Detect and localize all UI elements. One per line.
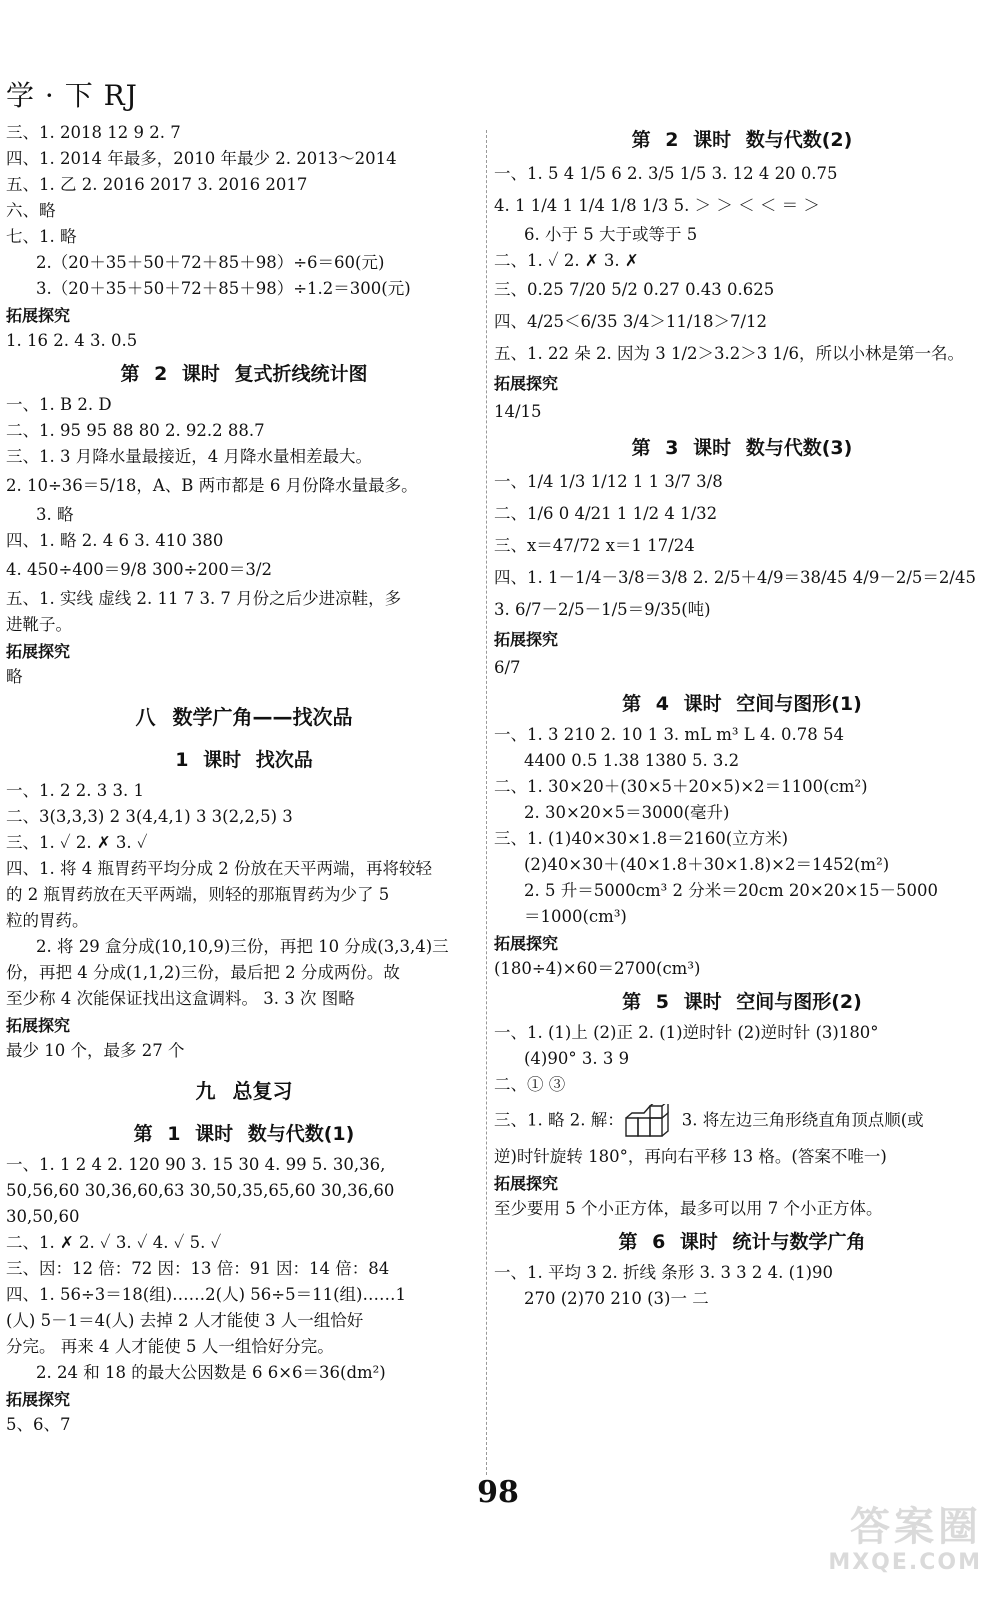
- column-divider: [486, 130, 487, 1475]
- answer-line: 5、6、7: [6, 1415, 71, 1434]
- answer-line: 一、1. (1)上 (2)正 2. (1)逆时针 (2)逆时针 (3)180°: [494, 1023, 879, 1042]
- lesson-title: 第 2 课时 复式折线统计图: [120, 363, 368, 385]
- answer-line: 4. 1 1/4 1 1/4 1/8 1/3 5. ＞ ＞ ＜ ＜ ＝ ＞: [494, 196, 820, 215]
- answer-line: (人) 5－1＝4(人) 去掉 2 人才能使 3 人一组恰好: [6, 1311, 364, 1330]
- answer-line: 略: [6, 667, 23, 686]
- answer-line: 进靴子。: [6, 615, 72, 634]
- lesson-title: 1 课时 找次品: [175, 749, 313, 771]
- cube-stack-icon: [624, 1104, 682, 1138]
- answer-line: 一、1. 平均 3 2. 折线 条形 3. 3 3 2 4. (1)90: [494, 1263, 834, 1282]
- watermark-top-text: 答案圈: [850, 1504, 982, 1550]
- left-column: [6, 120, 482, 1438]
- answer-line: 四、1. 将 4 瓶胃药平均分成 2 份放在天平两端，再将较轻: [6, 859, 432, 878]
- answer-line: 二、3(3,3,3) 2 3(4,4,1) 3 3(2,2,5) 3: [6, 807, 293, 826]
- answer-line: 6/7: [494, 658, 521, 677]
- answer-line: 至少称 4 次能保证找出这盒调料。 3. 3 次 图略: [6, 989, 355, 1008]
- answer-line: 三、1. ✓ 2. ✗ 3. ✓: [6, 833, 148, 852]
- answer-line: 4400 0.5 1.38 1380 5. 3.2: [524, 751, 740, 770]
- section-label: 拓展探究: [494, 630, 559, 649]
- answer-line: 五、1. 22 朵 2. 因为 3 1/2＞3.2＞3 1/6，所以小林是第一名。: [494, 344, 965, 363]
- answer-line: (2)40×30＋(40×1.8＋30×1.8)×2＝1452(m²): [524, 855, 890, 874]
- lesson-title: 第 1 课时 数与代数(1): [133, 1123, 355, 1145]
- answer-line: 一、1. 5 4 1/5 6 2. 3/5 1/5 3. 12 4 20 0.75: [494, 164, 838, 183]
- answer-line: 270 (2)70 210 (3)一 二: [524, 1289, 709, 1308]
- answer-line: 四、1. 略 2. 4 6 3. 410 380: [6, 531, 224, 550]
- answer-line: (4)90° 3. 3 9: [524, 1049, 630, 1068]
- answer-line: 一、1. 3 210 2. 10 1 3. mL m³ L 4. 0.78 54: [494, 725, 844, 744]
- answer-line: 二、① ③: [494, 1075, 566, 1094]
- answer-line: (180÷4)×60＝2700(cm³): [494, 959, 701, 978]
- chapter-title: 九 总复习: [195, 1079, 293, 1103]
- answer-line: 3. 6/7－2/5－1/5＝9/35(吨): [494, 600, 711, 619]
- lesson-title: 第 4 课时 空间与图形(1): [622, 693, 862, 715]
- answer-line: 一、1. B 2. D: [6, 395, 112, 414]
- lesson-title: 第 6 课时 统计与数学广角: [618, 1231, 866, 1253]
- answer-line: 至少要用 5 个小正方体，最多可以用 7 个小正方体。: [494, 1199, 883, 1218]
- page-number: 98: [477, 1475, 519, 1510]
- answer-line: 4. 450÷400＝9/8 300÷200＝3/2: [6, 560, 272, 579]
- answer-line: 三、x＝47/72 x＝1 17/24: [494, 536, 695, 555]
- answer-line: 的 2 瓶胃药放在天平两端，则轻的那瓶胃药为少了 5: [6, 885, 390, 904]
- answer-text: 3. 将左边三角形绕直角顶点顺(或: [681, 1110, 924, 1130]
- answer-line: 四、1. 2014 年最多，2010 年最少 2. 2013～2014: [6, 149, 397, 168]
- answer-line: 14/15: [494, 402, 542, 421]
- answer-line: 一、1. 1 2 4 2. 120 90 3. 15 30 4. 99 5. 30,36,: [6, 1155, 386, 1174]
- right-column: [494, 120, 990, 1312]
- section-label: 拓展探究: [494, 934, 559, 953]
- answer-line: 2. 将 29 盒分成(10,10,9)三份，再把 10 分成(3,3,4)三: [36, 937, 449, 956]
- watermark-logo: [782, 1504, 982, 1586]
- answer-line: 30,50,60: [6, 1207, 80, 1226]
- section-label: 拓展探究: [6, 306, 71, 325]
- section-label: 拓展探究: [6, 1390, 71, 1409]
- answer-line: 三、1. 2018 12 9 2. 7: [6, 123, 181, 142]
- answer-line: 分完。 再来 4 人才能使 5 人一组恰好分完。: [6, 1337, 334, 1356]
- answer-line: 二、1. 30×20＋(30×5＋20×5)×2＝1100(cm²): [494, 777, 868, 796]
- watermark-bottom-text: MXQE.COM: [828, 1550, 982, 1575]
- answer-line: 2. 10÷36＝5/18，A、B 两市都是 6 月份降水量最多。: [6, 476, 418, 495]
- lesson-title: 第 3 课时 数与代数(3): [631, 437, 853, 459]
- answer-line: 一、1. 2 2. 3 3. 1: [6, 781, 144, 800]
- section-label: 拓展探究: [494, 374, 559, 393]
- answer-line: 四、4/25＜6/35 3/4＞11/18＞7/12: [494, 312, 768, 331]
- answer-line: 2. 24 和 18 的最大公因数是 6 6×6＝36(dm²): [36, 1363, 386, 1382]
- answer-line: 2. 30×20×5＝3000(毫升): [524, 803, 730, 822]
- answer-line: 二、1. ✗ 2. ✓ 3. ✓ 4. ✓ 5. ✓: [6, 1233, 222, 1252]
- answer-line: 份，再把 4 分成(1,1,2)三份，最后把 2 分成两份。故: [6, 963, 400, 982]
- answer-line: 逆)时针旋转 180°，再向右平移 13 格。(答案不唯一): [494, 1147, 887, 1166]
- section-label: 拓展探究: [6, 1016, 71, 1035]
- answer-line: 3.（20＋35＋50＋72＋85＋98）÷1.2＝300(元): [36, 279, 411, 298]
- answer-line: 三、因：12 倍：72 因：13 倍：91 因：14 倍：84: [6, 1259, 390, 1278]
- answer-line: 三、0.25 7/20 5/2 0.27 0.43 0.625: [494, 280, 775, 299]
- answer-line: 粒的胃药。: [6, 911, 89, 930]
- answer-line: 6. 小于 5 大于或等于 5: [524, 225, 698, 244]
- answer-line: 1. 16 2. 4 3. 0.5: [6, 331, 138, 350]
- answer-line: 二、1/6 0 4/21 1 1/2 4 1/32: [494, 504, 718, 523]
- chapter-title: 八 数学广角——找次品: [135, 705, 353, 729]
- answer-line: 七、1. 略: [6, 227, 77, 246]
- answer-line: 三、1. 3 月降水量最接近，4 月降水量相差最大。: [6, 447, 372, 466]
- lesson-title: 第 2 课时 数与代数(2): [631, 129, 853, 151]
- answer-line: 一、1/4 1/3 1/12 1 1 3/7 3/8: [494, 472, 723, 491]
- answer-line: [494, 1098, 990, 1144]
- answer-line: 最少 10 个，最多 27 个: [6, 1041, 185, 1060]
- section-label: 拓展探究: [494, 1174, 559, 1193]
- answer-line: 3. 略: [36, 505, 74, 524]
- answer-line: 五、1. 乙 2. 2016 2017 3. 2016 2017: [6, 175, 308, 194]
- section-label: 拓展探究: [6, 642, 71, 661]
- answer-line: 二、1. 95 95 88 80 2. 92.2 88.7: [6, 421, 265, 440]
- answer-line: 四、1. 56÷3＝18(组)……2(人) 56÷5＝11(组)……1: [6, 1285, 406, 1304]
- answer-line: 六、略: [6, 201, 56, 220]
- answer-line: 二、1. ✓ 2. ✗ 3. ✗: [494, 251, 639, 270]
- answer-line: 三、1. (1)40×30×1.8＝2160(立方米): [494, 829, 789, 848]
- answer-line: 2.（20＋35＋50＋72＋85＋98）÷6＝60(元): [36, 253, 385, 272]
- answer-line: 五、1. 实线 虚线 2. 11 7 3. 7 月份之后少进凉鞋，多: [6, 589, 402, 608]
- lesson-title: 第 5 课时 空间与图形(2): [622, 991, 862, 1013]
- answer-line: ＝1000(cm³): [524, 907, 627, 926]
- answer-line: 四、1. 1－1/4－3/8＝3/8 2. 2/5＋4/9＝38/45 4/9－2/5＝2/45: [494, 568, 976, 587]
- answer-text: 三、1. 略 2. 解：: [494, 1110, 624, 1130]
- page-header: 学 · 下 RJ: [6, 79, 138, 112]
- answer-line: 2. 5 升＝5000cm³ 2 分米＝20cm 20×20×15－5000: [524, 881, 938, 900]
- answer-line: 50,56,60 30,36,60,63 30,50,35,65,60 30,36,60: [6, 1181, 395, 1200]
